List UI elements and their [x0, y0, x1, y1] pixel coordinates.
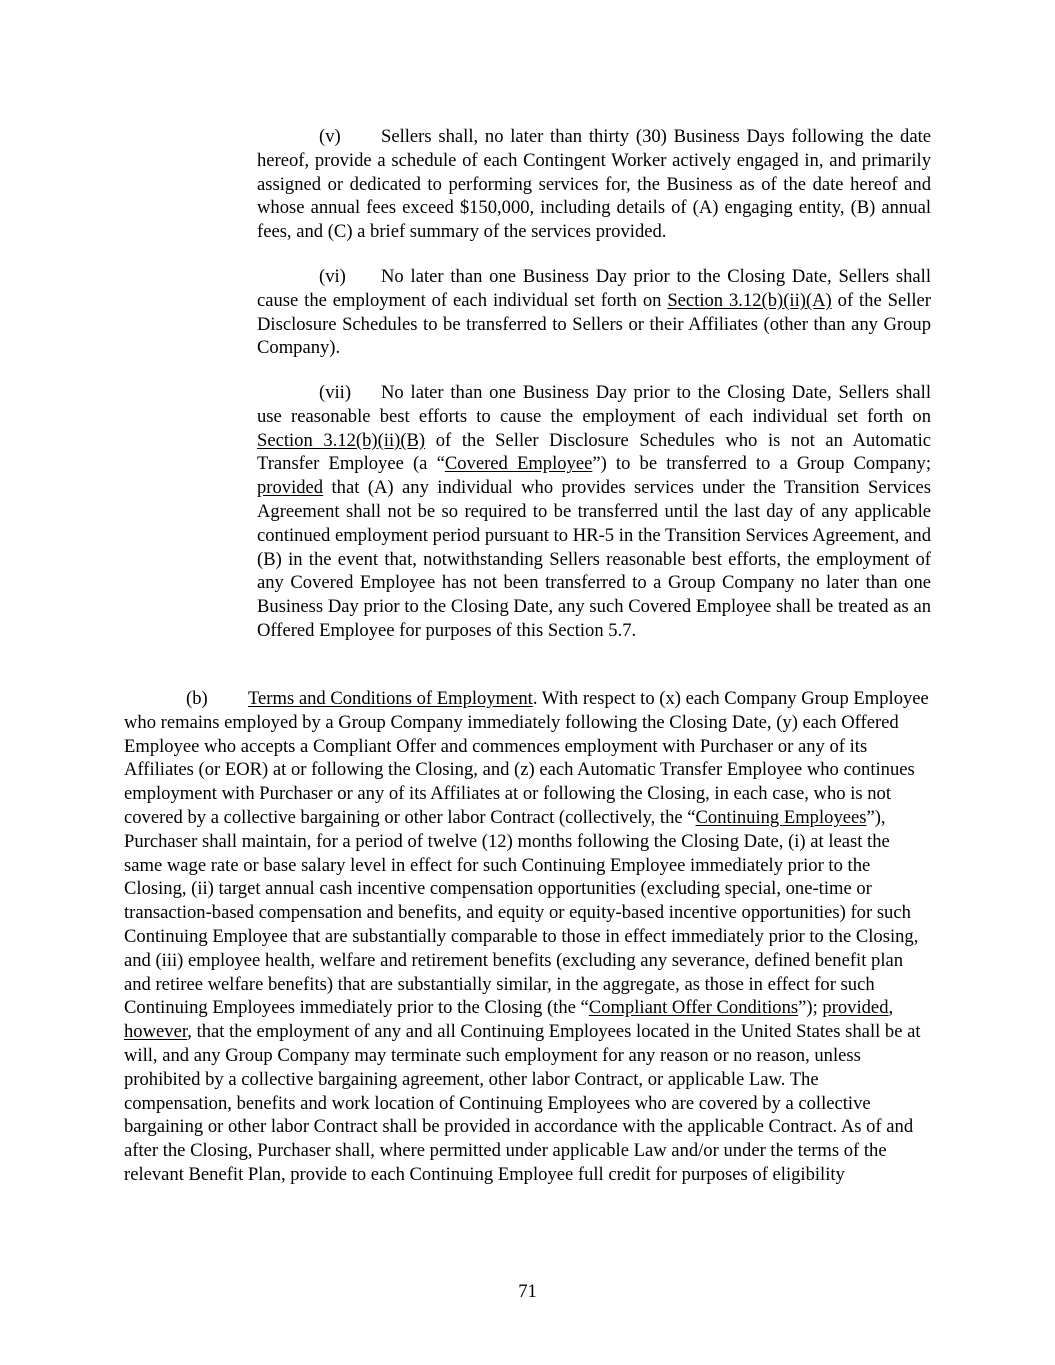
paragraph-b-marker: (b): [186, 688, 208, 709]
defined-term: however: [124, 1021, 188, 1043]
section-reference-link: Section 3.12(b)(ii)(B): [257, 429, 426, 451]
paragraph-b-text-4: ,: [888, 997, 894, 1019]
defined-term: provided: [257, 477, 324, 499]
paragraph-vii-text-1: No later than one Business Day prior to the Closing Date, Sellers shall use reasonable best efforts to cause the employment of each individual set forth on: [257, 382, 931, 427]
defined-term: Compliant Offer Conditions: [588, 997, 799, 1019]
section-heading: Terms and Conditions of Employment: [248, 688, 533, 709]
paragraph-vi: [257, 265, 931, 360]
paragraph-vi-marker: (vi): [319, 266, 346, 287]
paragraph-b-text-2: ”), Purchaser shall maintain, for a period of twelve (12) months following the Closing Date, (i) at least the same wage rate or base salary level in effect for such Continuing Employee immediately prior to the Closing, (ii) target annual cash incentive compensation opportunities (excluding special, one-time or transaction-based compensation and benefits, and equity or equity-based incentive opportunities) for such Continuing Employee that are substantially comparable to those in effect immediately prior to the Closing, and (iii) employee health, welfare and retirement benefits (excluding any severance, defined benefit plan and retiree welfare benefits) that are substantially similar, in the aggregate, as those in effect for such Continuing Employees immediately prior to the Closing (the “: [124, 806, 919, 1019]
paragraph-v: [257, 125, 931, 244]
paragraph-vii-text-4: that (A) any individual who provides services under the Transition Services Agreement shall not be so required to be transferred until the last day of any applicable continued employment period pursuant to HR-5 in the Transition Services Agreement, and (B) in the event that, notwithstanding Sellers reasonable best efforts, the employment of any Covered Employee has not been transferred to a Group Company no later than one Business Day prior to the Closing Date, any such Covered Employee shall be treated as an Offered Employee for purposes of this Section 5.7.: [257, 477, 931, 641]
defined-term: Continuing Employees: [695, 806, 867, 828]
paragraph-vii-marker: (vii): [319, 382, 352, 403]
paragraph-vi-text-2: of the Seller Disclosure Schedules to be transferred to Sellers or their Affiliates (other than any Group Company).: [257, 289, 931, 359]
paragraph-v-marker: (v): [319, 126, 341, 147]
section-reference-link: Section 3.12(b)(ii)(A): [667, 289, 832, 311]
paragraph-b-text-5: , that the employment of any and all Continuing Employees located in the United States shall be at will, and any Group Company may terminate such employment for any reason or no reason, unless prohibited by a collective bargaining agreement, other labor Contract, or applicable Law. The compensation, benefits and work location of Continuing Employees who are covered by a collective bargaining or other labor Contract shall be provided in accordance with the applicable Contract. As of and after the Closing, Purchaser shall, where permitted under applicable Law and/or under the terms of the relevant Benefit Plan, provide to each Continuing Employee full credit for purposes of eligibility: [124, 1021, 921, 1185]
paragraph-b: [124, 687, 930, 1187]
defined-term: Covered Employee: [444, 453, 593, 475]
page-number: 71: [518, 1281, 537, 1302]
paragraph-b-body: [124, 687, 930, 1187]
paragraph-vi-text-1: No later than one Business Day prior to the Closing Date, Sellers shall cause the employment of each individual set forth on: [257, 266, 931, 311]
paragraph-vii-text-3: ”) to be transferred to a Group Company;: [592, 453, 931, 475]
paragraph-v-body: [257, 125, 931, 244]
paragraph-vi-body: [257, 265, 931, 360]
paragraph-vii-text-2: of the Seller Disclosure Schedules who is not an Automatic Transfer Employee (a “: [257, 429, 931, 475]
paragraph-b-text-1: . With respect to (x) each Company Group Employee who remains employed by a Group Company immediately following the Closing Date, (y) each Offered Employee who accepts a Compliant Offer and commences employment with Purchaser or any of its Affiliates (or EOR) at or following the Closing, and (z) each Automatic Transfer Employee who continues employment with Purchaser or any of its Affiliates at or following the Closing, in each case, who is not covered by a collective bargaining or other labor Contract (collectively, the “: [124, 688, 929, 828]
paragraph-vii: [257, 381, 931, 643]
defined-term: provided: [822, 997, 889, 1019]
paragraph-b-text-3: ”);: [798, 997, 823, 1019]
paragraph-v-text: Sellers shall, no later than thirty (30) Business Days following the date hereof, provide a schedule of each Contingent Worker actively engaged in, and primarily assigned or dedicated to performing services for, the Business as of the date hereof and whose annual fees exceed $150,000, including details of (A) engaging entity, (B) annual fees, and (C) a brief summary of the services provided.: [257, 126, 931, 243]
paragraph-vii-body: [257, 381, 931, 643]
